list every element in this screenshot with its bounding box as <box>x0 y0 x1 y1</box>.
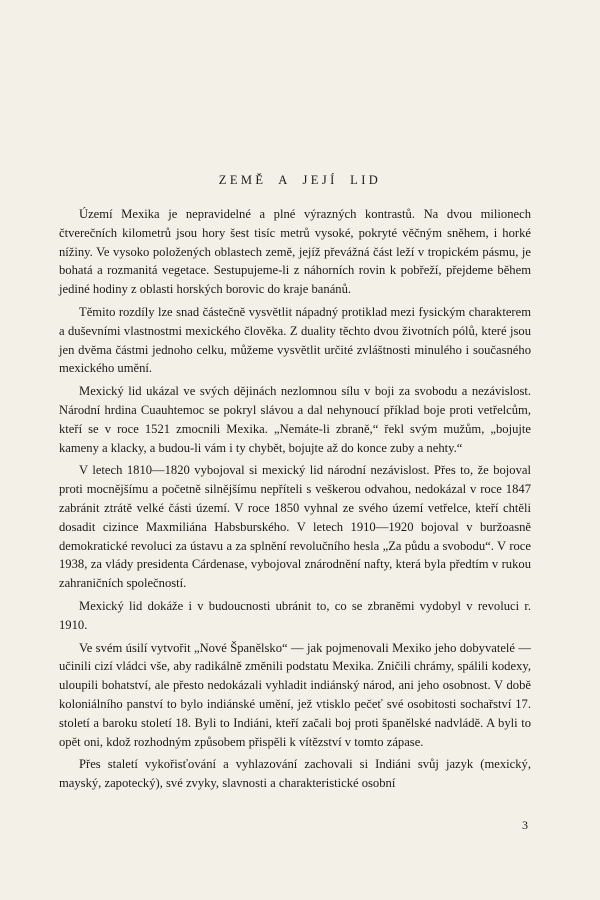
body-text <box>59 205 531 793</box>
paragraph-2: Těmito rozdíly lze snad částečně vysvětlit nápadný protiklad mezi fysickým charakterem a duševními vlastnostmi mexického člověka. Z duality těchto dvou životních pólů, které jsou jen dvěma částmi jednoho celku, můžeme vysvětlit určité zvláštnosti minulého i současného mexického umění. <box>59 304 531 376</box>
paragraph-4: V letech 1810—1820 vybojoval si mexický lid národní nezávislost. Přes to, že bojoval proti mocnějšímu a početně silnějšímu nepříteli s veškerou odvahou, nedokázal v roce 1847 zabránit ztrátě velké části území. V roce 1850 vyhnal ze svého území vetřelce, kteří chtěli dosadit cizince Maxmiliána Habsburského. V letech 1910—1920 bojoval v buržoasně demokratické revoluci za ústavu a za splnění revolučního hesla „Za půdu a svobodu“. V roce 1938, za vlády presidenta Cárdenase, vybojoval znárodnění nafty, která byla předtím v rukou zahraničních společností. <box>59 463 531 591</box>
paragraph-7: Přes staletí vykořisťování a vyhlazování zachovali si Indiáni svůj jazyk (mexický, mayský, zapotecký), své zvyky, slavnosti a charakteristické osobní <box>59 757 531 791</box>
paragraph-5: Mexický lid dokáže i v budoucnosti ubránit to, co se zbraněmi vydobyl v revoluci r. 1910. <box>59 598 531 632</box>
chapter-title: ZEMĚ A JEJÍ LID <box>218 173 382 187</box>
paragraph-6: Ve svém úsilí vytvořit „Nové Španělsko“ — jak pojmenovali Mexiko jeho dobyvatelé — učinili cizí vládci vše, aby radikálně změnili podstatu Mexika. Zničili chrámy, spálili kodexy, uloupili bohatství, ale přesto nedokázali vyhladit indiánský národ, ani jeho osobnost. V době koloniálního panství to bylo indiánské umění, jež vtisklo pečeť své osobitosti sochařství 17. století a baroku století 18. Byli to Indiáni, kteří začali boj proti španělské nadvládě. A byli to opět oni, kdož rozhodným způsobem přispěli k vítězství v tomto zápase. <box>59 640 531 749</box>
page-number: 3 <box>522 818 528 832</box>
paragraph-1: Území Mexika je nepravidelné a plné výrazných kontrastů. Na dvou milionech čtverečních kilometrů jsou hory šest tisíc metrů vysoké, pokryté věčným sněhem, i horké nížiny. Ve vysoko položených oblastech země, jejíž převážná část leží v tropickém pásmu, je bohatá a rozmanitá vegetace. Sestupujeme-li z náhorních rovin k pobřeží, přejdeme během jediné hodiny z oblasti horských borovic do kraje banánů. <box>59 207 531 297</box>
paragraph-3: Mexický lid ukázal ve svých dějinách nezlomnou sílu v boji za svobodu a nezávislost. Národní hrdina Cuauhtemoc se pokryl slávou a dal nehynoucí příklad boje proti vetřelcům, kteří se v roce 1521 zmocnili Mexika. „Nemáte-li zbraně,“ řekl svým mužům, „bojujte kameny a klacky, a budou-li vám i ty chybět, bojujte až do konce zuby a nehty.“ <box>59 384 531 455</box>
